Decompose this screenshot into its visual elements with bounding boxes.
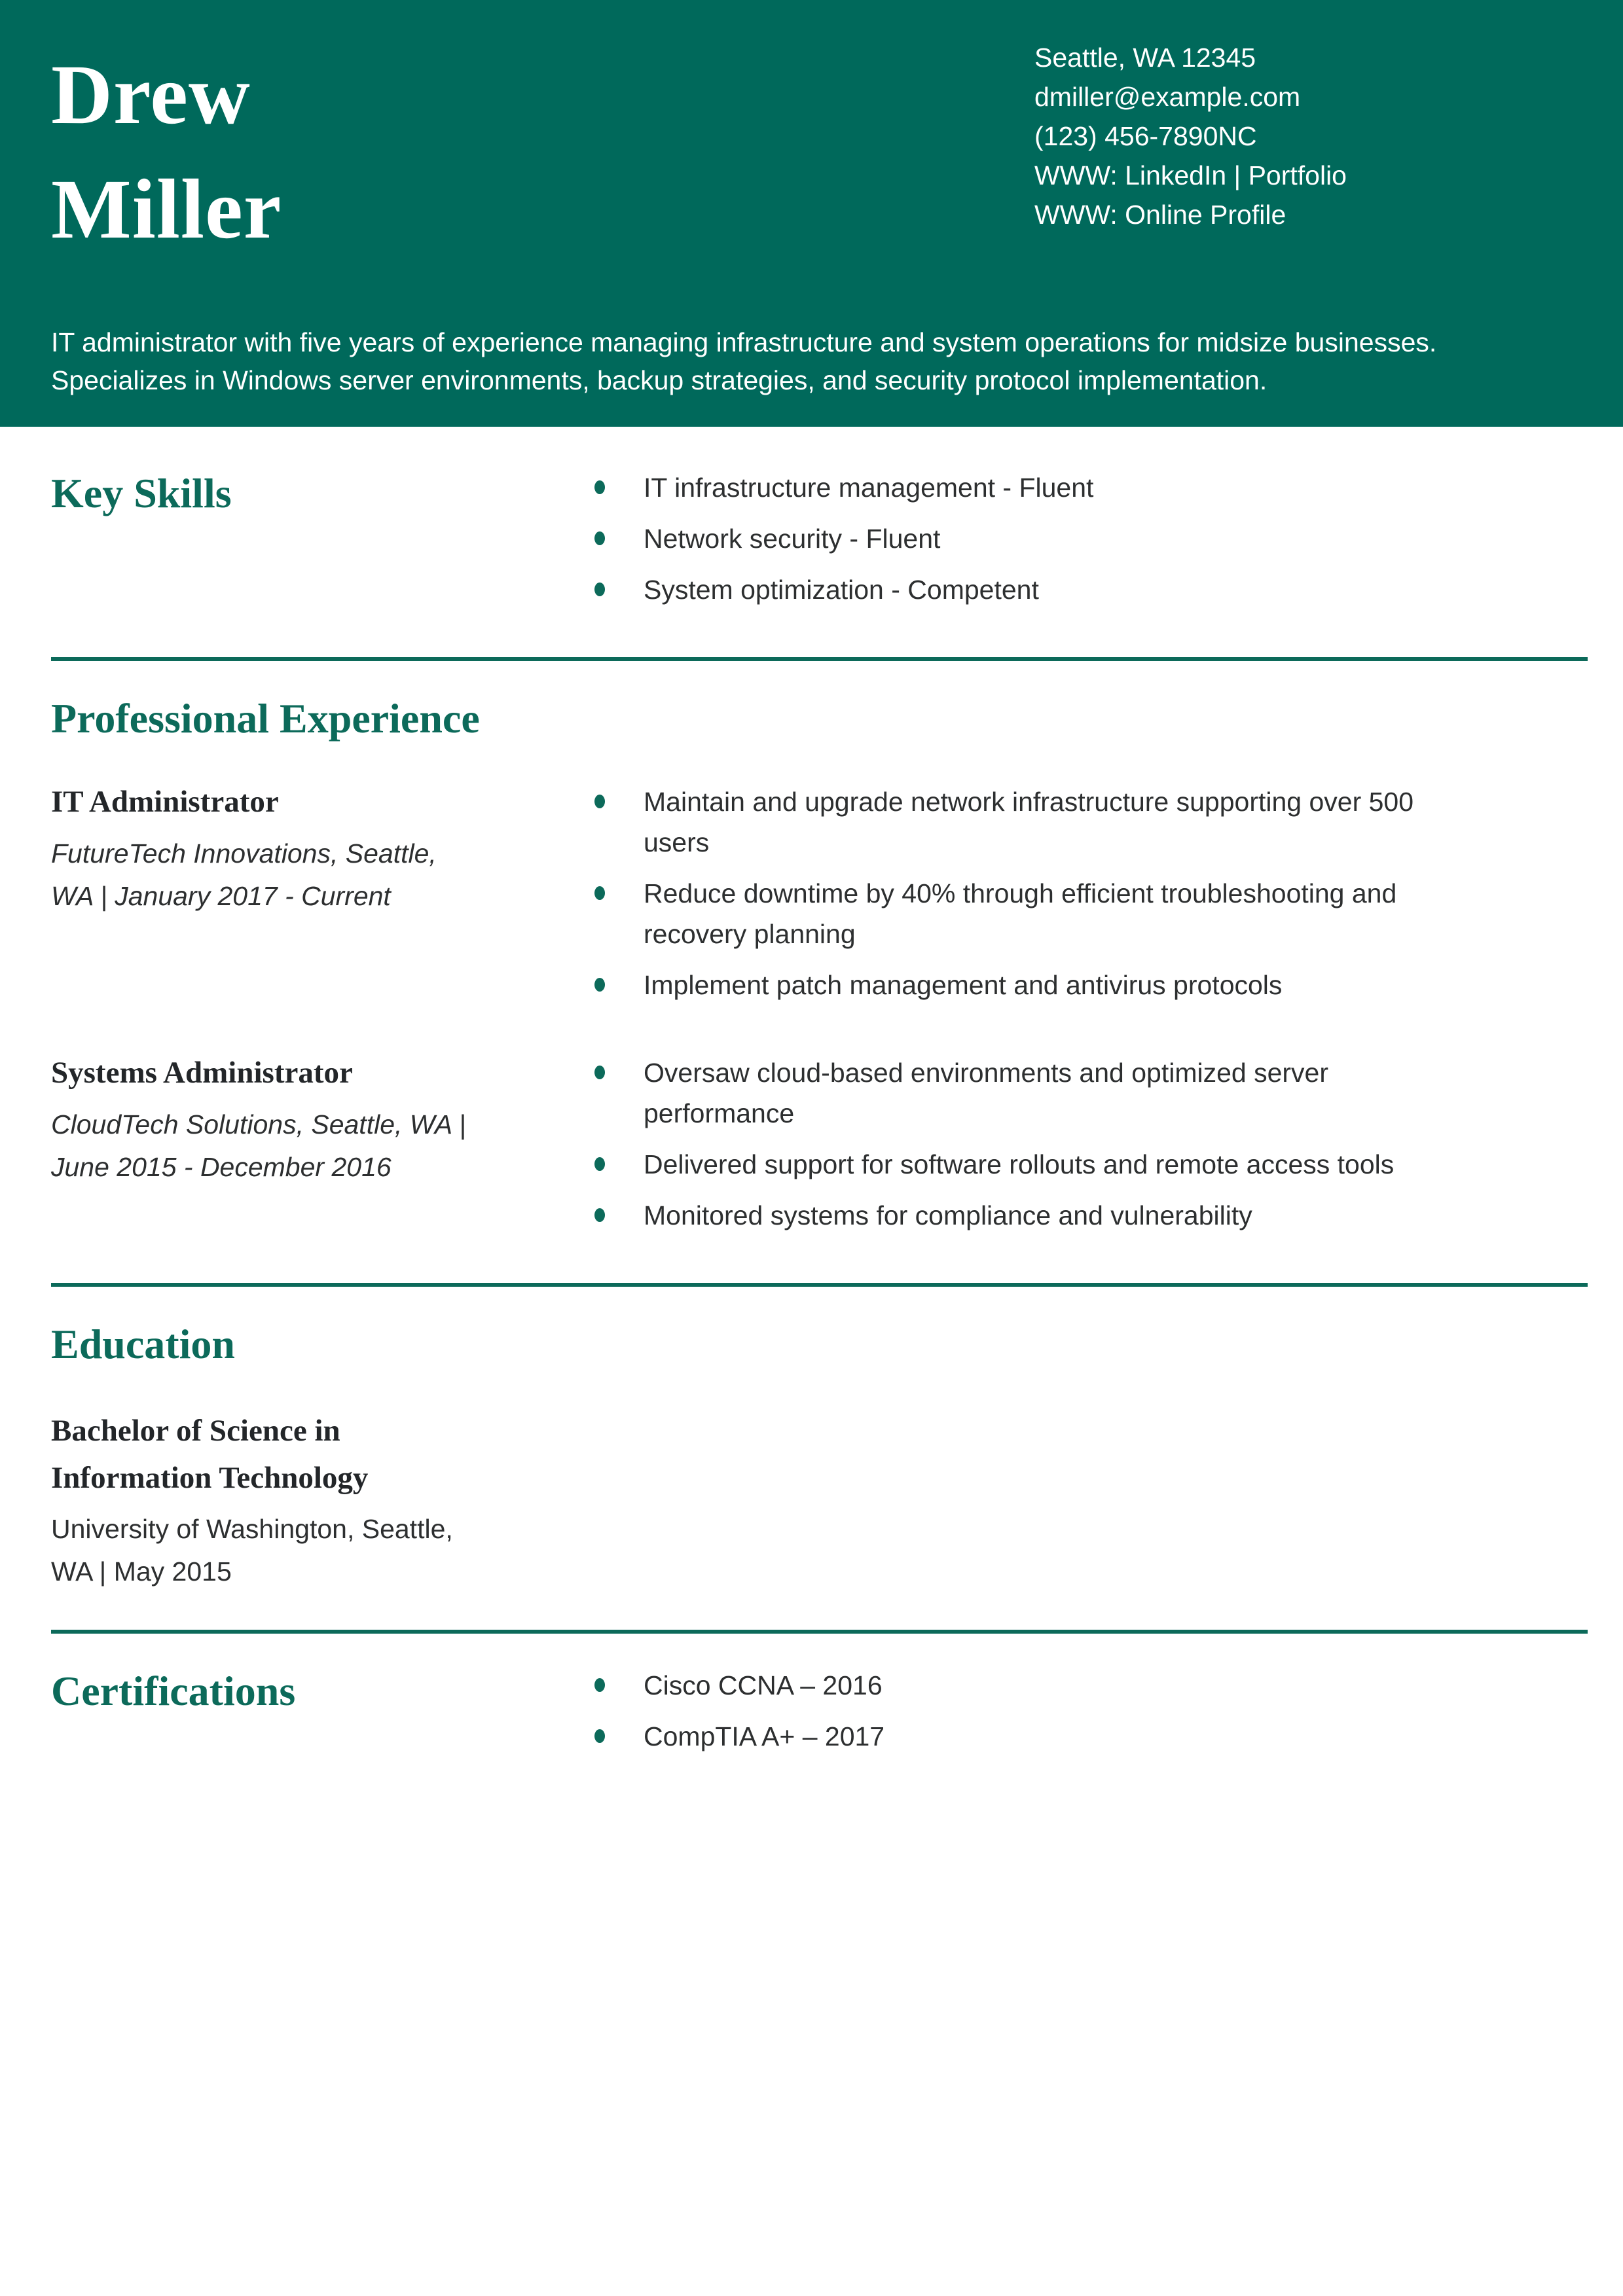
job-meta: CloudTech Solutions, Seattle, WA | June 2015 - December 2016	[51, 1109, 466, 1182]
contact-phone: (123) 456-7890NC	[1034, 121, 1257, 151]
section-education	[51, 1318, 1588, 1593]
section-divider	[51, 657, 1588, 661]
job-bullet-text: Maintain and upgrade network infrastructure supporting over 500 users	[644, 787, 1414, 857]
job-bullet-list	[590, 1052, 1441, 1246]
experience-title: Professional Experience	[51, 695, 480, 742]
certifications-title: Certifications	[51, 1668, 296, 1714]
skill-text: IT infrastructure management - Fluent	[644, 473, 1094, 503]
section-divider	[51, 1630, 1588, 1634]
education-entry	[51, 1407, 590, 1593]
job-title: Systems Administrator	[51, 1056, 353, 1090]
bullet-icon	[594, 1066, 605, 1079]
list-item	[590, 569, 1441, 610]
section-divider	[51, 1283, 1588, 1287]
contact-email: dmiller@example.com	[1034, 82, 1301, 112]
contact-address: Seattle, WA 12345	[1034, 43, 1256, 73]
bullet-icon	[594, 1157, 605, 1171]
section-experience	[51, 692, 1588, 1246]
job-bullet-text: Implement patch management and antivirus protocols	[644, 970, 1283, 1000]
list-item	[590, 1665, 1441, 1706]
bullet-icon	[594, 583, 605, 596]
key-skills-list	[590, 467, 1441, 620]
certifications-list	[590, 1665, 1441, 1767]
first-name: Drew	[51, 48, 251, 142]
section-key-skills	[51, 467, 1588, 620]
bullet-icon	[594, 1729, 605, 1743]
certification-text: Cisco CCNA – 2016	[644, 1670, 883, 1700]
bullet-icon	[594, 480, 605, 494]
bullet-icon	[594, 1208, 605, 1222]
bullet-icon	[594, 1678, 605, 1692]
list-item	[590, 873, 1441, 954]
header-top	[51, 38, 1588, 267]
last-name: Miller	[51, 162, 282, 257]
key-skills-title: Key Skills	[51, 470, 232, 516]
degree-name: Bachelor of Science in Information Technology	[51, 1414, 369, 1495]
list-item	[590, 781, 1441, 863]
professional-summary: IT administrator with five years of experience managing infrastructure and system operations for midsize businesses. Specializes in Windows server environments, backup strategies, and security protocol implementation.	[51, 327, 1437, 395]
job-header	[51, 1052, 590, 1189]
job-meta: FutureTech Innovations, Seattle, WA | January 2017 - Current	[51, 838, 437, 911]
job-bullet-text: Delivered support for software rollouts and remote access tools	[644, 1149, 1395, 1179]
list-item	[590, 518, 1441, 559]
list-item	[590, 965, 1441, 1005]
school-info: University of Washington, Seattle, WA | May 2015	[51, 1514, 453, 1587]
header-band	[0, 0, 1623, 427]
job-title: IT Administrator	[51, 785, 279, 819]
list-item	[590, 1195, 1441, 1236]
contact-online-profile: WWW: Online Profile	[1034, 200, 1286, 230]
job-bullet-text: Reduce downtime by 40% through efficient troubleshooting and recovery planning	[644, 878, 1397, 949]
bullet-icon	[594, 978, 605, 992]
list-item	[590, 1144, 1441, 1185]
contact-web-links: WWW: LinkedIn | Portfolio	[1034, 160, 1347, 190]
contact-info	[1034, 38, 1588, 234]
section-certifications	[51, 1665, 1588, 1767]
bullet-icon	[594, 795, 605, 808]
skill-text: Network security - Fluent	[644, 524, 941, 554]
bullet-icon	[594, 531, 605, 545]
bullet-icon	[594, 886, 605, 900]
resume-body	[0, 427, 1623, 1767]
job-header	[51, 781, 590, 918]
list-item	[590, 1716, 1441, 1757]
person-name	[51, 38, 509, 267]
skill-text: System optimization - Competent	[644, 575, 1039, 605]
list-item	[590, 1052, 1441, 1134]
certification-text: CompTIA A+ – 2017	[644, 1721, 885, 1751]
job-bullet-text: Oversaw cloud-based environments and optimized server performance	[644, 1058, 1329, 1128]
list-item	[590, 467, 1441, 508]
job-bullet-text: Monitored systems for compliance and vulnerability	[644, 1200, 1252, 1230]
education-title: Education	[51, 1321, 235, 1367]
job-bullet-list	[590, 781, 1441, 1016]
